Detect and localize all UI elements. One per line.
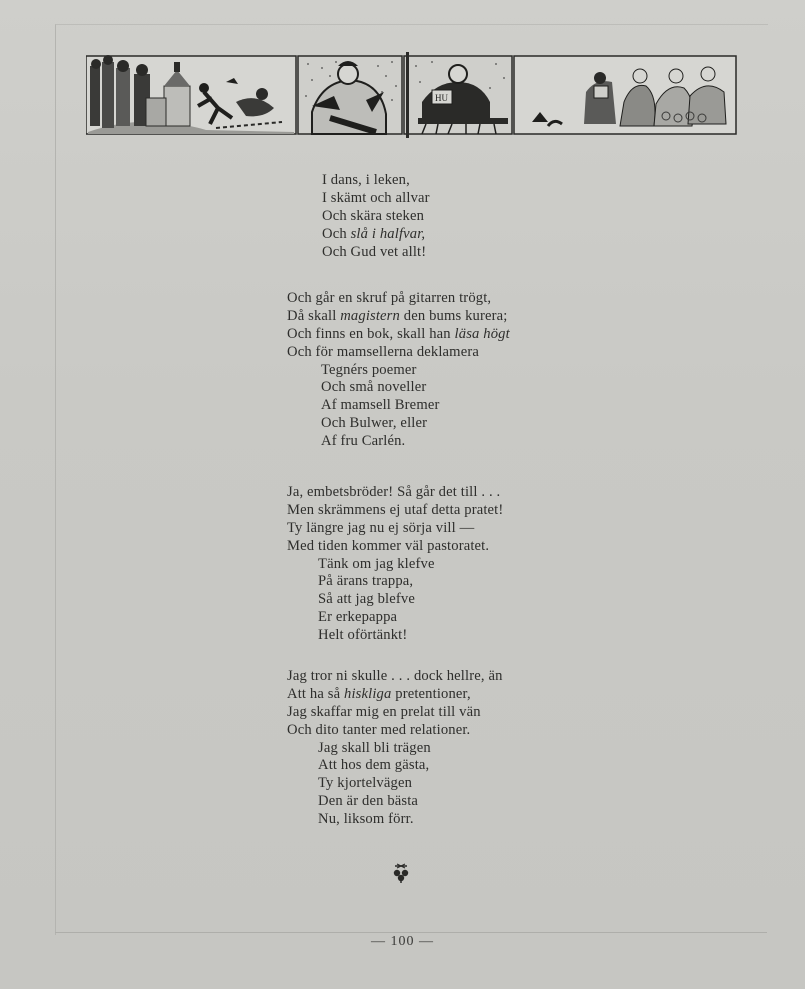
verse-line: På ärans trappa,	[318, 573, 414, 590]
verse-line: I skämt och allvar	[322, 189, 430, 206]
verse-line: Och går en skruf på gitarren trögt,	[287, 290, 492, 306]
verse-line: Och dito tanter med relationer.	[287, 721, 471, 738]
verse-line: Och Bulwer, eller	[321, 415, 428, 432]
verse-line: Af fru Carlén.	[321, 433, 406, 450]
verse-line: Ja, embetsbröder! Så går det till . . .	[287, 484, 501, 500]
stanza-1	[322, 172, 430, 261]
verse-line: Jag tror ni skulle . . . dock hellre, än	[287, 668, 503, 684]
verse-line: Och Gud vet allt!	[322, 243, 427, 260]
verse-line: Men skrämmens ej utaf detta pratet!	[287, 501, 504, 518]
footer-rule	[55, 932, 767, 933]
verse-line: Och finns en bok, skall han läsa högt	[287, 325, 510, 342]
verse-line: Helt oförtänkt!	[318, 627, 408, 644]
panel-table-scene	[404, 52, 512, 138]
panel-salon-scene	[514, 56, 736, 134]
verse-line: Och för mamsellerna deklamera	[287, 343, 479, 360]
verse-line: Ty kjortelvägen	[318, 775, 413, 792]
header-illustration	[86, 52, 738, 138]
verse-line: Jag skaffar mig en prelat till vän	[287, 703, 481, 720]
emphasis: hiskliga	[344, 685, 392, 702]
verse-line: Att ha så hiskliga pretentioner,	[287, 685, 471, 702]
verse-line: Och skära steken	[322, 207, 425, 224]
verse-line: Tänk om jag klefve	[318, 555, 435, 572]
stanza-4	[287, 668, 503, 829]
verse-line: Att hos dem gästa,	[318, 757, 430, 774]
verse-line: Och slå i halfvar,	[322, 225, 426, 242]
emphasis: slå i halfvar,	[350, 225, 426, 242]
verse-line: Jag skall bli trägen	[318, 739, 431, 756]
verse-line: Så att jag blefve	[318, 591, 415, 608]
panel-street-scene	[86, 55, 296, 134]
verse-line: I dans, i leken,	[322, 172, 410, 188]
verse-line: Med tiden kommer väl pastoratet.	[287, 537, 490, 554]
sign-text: HU	[435, 93, 448, 103]
verse-line: Af mamsell Bremer	[321, 397, 440, 414]
verse-line: Och små noveller	[321, 379, 427, 396]
emphasis: magistern	[340, 307, 400, 324]
emphasis: läsa högt	[454, 325, 510, 342]
panel-portrait	[298, 56, 402, 134]
stanza-3	[287, 484, 503, 645]
fleuron-ornament-icon	[389, 862, 413, 884]
verse-line: Då skall magistern den bums kurera;	[287, 307, 508, 324]
verse-line: Ty längre jag nu ej sörja vill —	[287, 519, 475, 536]
page-number: — 100 —	[371, 934, 434, 949]
verse-line: Den är den bästa	[318, 793, 419, 810]
stanza-2	[287, 290, 510, 451]
verse-line: Er erkepappa	[318, 609, 398, 626]
verse-line: Nu, liksom förr.	[318, 811, 414, 828]
verse-line: Tegnérs poemer	[321, 361, 417, 378]
